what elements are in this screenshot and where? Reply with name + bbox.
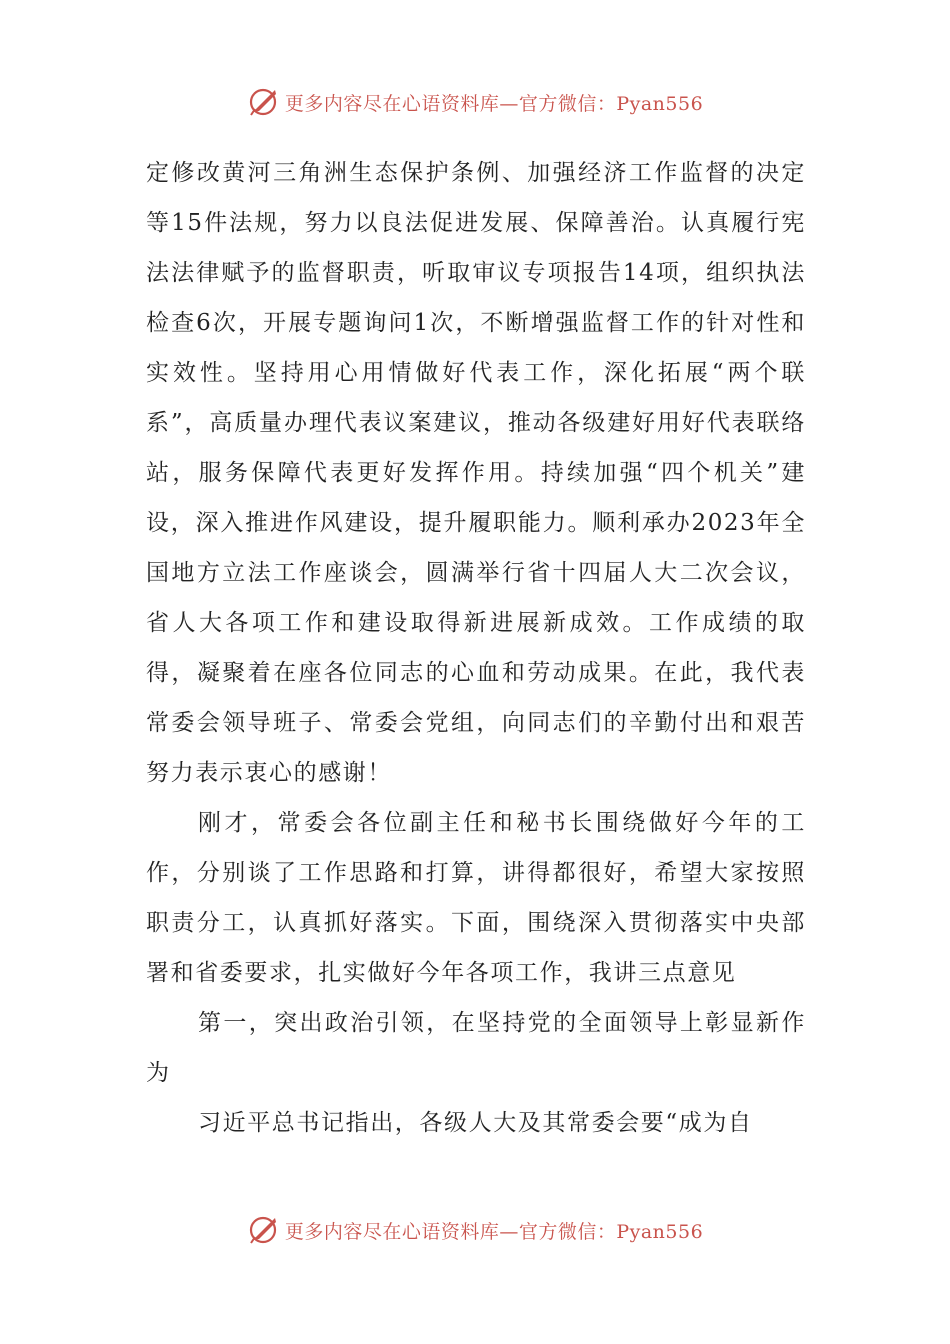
watermark-text: 更多内容尽在心语资料库—官方微信：Pyan556 — [284, 92, 704, 115]
document-body — [146, 148, 806, 1148]
watermark-text: 更多内容尽在心语资料库—官方微信：Pyan556 — [284, 1220, 704, 1243]
footer-watermark — [0, 1210, 950, 1250]
header-watermark — [0, 82, 950, 122]
pen-logo-icon — [247, 1213, 281, 1247]
paragraph: 定修改黄河三角洲生态保护条例、加强经济工作监督的决定等15件法规，努力以良法促进发展、保障善治。认真履行宪法法律赋予的监督职责，听取审议专项报告14项，组织执法检查6次，开展专题询问1次，不断增强监督工作的针对性和实效性。坚持用心用情做好代表工作，深化拓展“两个联系”，高质量办理代表议案建议，推动各级建好用好代表联络站，服务保障代表更好发挥作用。持续加强“四个机关”建设，深入推进作风建设，提升履职能力。顺利承办2023年全国地方立法工作座谈会，圆满举行省十四届人大二次会议，省人大各项工作和建设取得新进展新成效。工作成绩的取得，凝聚着在座各位同志的心血和劳动成果。在此，我代表常委会领导班子、常委会党组，向同志们的辛勤付出和艰苦努力表示衷心的感谢！ — [146, 160, 806, 786]
paragraph: 刚才，常委会各位副主任和秘书长围绕做好今年的工作，分别谈了工作思路和打算，讲得都很好，希望大家按照职责分工，认真抓好落实。下面，围绕深入贯彻落实中央部署和省委要求，扎实做好今年各项工作，我讲三点意见 — [146, 810, 806, 986]
paragraph: 第一，突出政治引领，在坚持党的全面领导上彰显新作为 — [146, 1010, 806, 1086]
pen-logo-icon — [247, 85, 281, 119]
paragraph: 习近平总书记指出，各级人大及其常委会要“成为自 — [198, 1110, 753, 1136]
